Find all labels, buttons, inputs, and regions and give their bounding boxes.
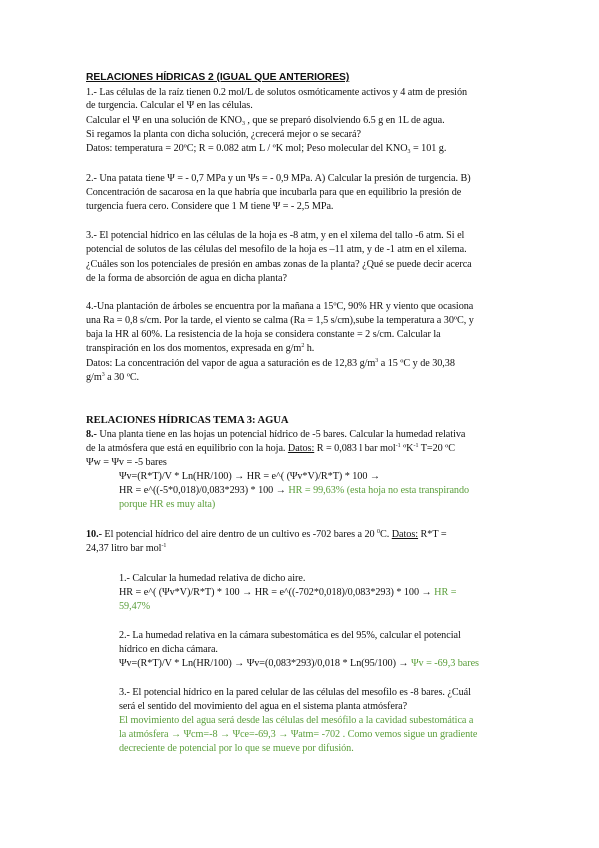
problem-1-line-3: Calcular el Ψ en una solución de $KNO_3$ , que se preparó disolviendo 6.5 g en 1L de agua.	[86, 115, 445, 127]
problem-10-q3-statement-2: será el sentido del movimiento del agua en el sistema planta atmósfera?	[119, 701, 408, 712]
problem-10-q3-answer-2: la atmósfera → Ψcm=-8 → Ψce=-69,3 → Ψatm= -702 . Como vemos sigue un gradiente	[119, 729, 478, 740]
problem-10-q1-formula: HR = e^( (Ψv*V)/R*T) * 100 → HR = e^((-702*0,018)/0,083*293) * 100 → HR =	[119, 587, 457, 598]
problem-4-line-3: baja la HR al 60%. La resistencia de la hoja se considera constante = 2 s/cm. Calcular la	[86, 329, 441, 340]
problem-4-line-2: una Ra = 0,8 s/cm. Por la tarde, el viento se calma (Ra = 1,5 s/cm),sube la temperatura a 30ºC, y	[86, 315, 474, 326]
problem-10-q3-statement-1: 3.- El potencial hídrico en la pared celular de las células del mesofilo es -8 bares. ¿Cuál	[119, 687, 471, 698]
problem-8-formula-1: Ψv=(R*T)/V * Ln(HR/100) → HR = e^( (Ψv*V)/R*T) * 100 →	[119, 471, 381, 482]
problem-1-data: Datos: temperatura = 20ºC; R = 0.082 atm L / ºK mol; Peso molecular del $KNO_3 = 101$ g.	[86, 143, 447, 155]
problem-2-line-2: Concentración de sacarosa en la que habría que incubarla para que en equilibrio la presión de	[86, 187, 462, 198]
problem-1-line-4: Si regamos la planta con dicha solución, ¿crecerá mejor o se secará?	[86, 129, 361, 140]
problem-10-line-2: 24,37 litro bar mol$^{-1}$	[86, 543, 167, 554]
problem-2-line-1: 2.- Una patata tiene Ψ = - 0,7 MPa y un Ψs = - 0,9 MPa. A) Calcular la presión de turgencia. B)	[86, 173, 471, 184]
problem-8-answer-cont: porque HR es muy alta)	[119, 499, 216, 510]
section-title-tema-3-agua: RELACIONES HÍDRICAS TEMA 3: AGUA	[86, 415, 289, 426]
problem-10-q3-answer-3: decreciente de potencial por lo que se mueve por difusión.	[119, 743, 354, 754]
problem-4-line-1: 4.-Una plantación de árboles se encuentra por la mañana a 15ºC, 90% HR y viento que ocasiona	[86, 301, 474, 312]
problem-3-line-1: 3.- El potencial hídrico en las células de la hoja es -8 atm, y en el xilema del tallo -6 atm. Si el	[86, 230, 465, 241]
problem-10-q1-statement: 1.- Calcular la humedad relativa de dicho aire.	[119, 573, 306, 584]
problem-4-data-line-1: Datos: La concentración del vapor de agua a saturación es de 12,83 $g/m^3$ a 15 ºC y de 30,38	[86, 358, 455, 369]
problem-8-equilibrium: Ψw = Ψv = -5 bares	[86, 457, 167, 468]
problem-1-line-2: de turgencia. Calcular el Ψ en las células.	[86, 100, 253, 111]
problem-8-line-2: de la atmósfera que está en equilibrio con la hoja. Datos: R = 0,083 l bar mol$^{-1}$ ºK$^{-1}$ T=20 ºC	[86, 443, 456, 454]
problem-3-line-4: de la forma de absorción de agua en dicha planta?	[86, 273, 287, 284]
problem-8-formula-2: HR = e^((-5*0,018)/0,083*293) * 100 → HR = 99,63% (esta hoja no esta transpirando	[119, 485, 470, 496]
problem-10-q2-statement-1: 2.- La humedad relativa en la cámara subestomática es del 95%, calcular el potencial	[119, 630, 461, 641]
problem-3-line-3: ¿Cuáles son los potenciales de presión en ambas zonas de la planta? ¿Qué se puede decir acerca	[86, 259, 472, 270]
section-title-relaciones-hidricas-2: RELACIONES HÍDRICAS 2 (IGUAL QUE ANTERIORES)	[86, 72, 350, 83]
problem-10-q1-answer: 59,47%	[119, 601, 151, 612]
problem-1-line-1: 1.- Las células de la raíz tienen 0.2 mol/L de solutos osmóticamente activos y 4 atm de presión	[86, 87, 468, 98]
problem-10-q2-statement-2: hídrico en dicha cámara.	[119, 644, 218, 655]
problem-2-line-3: turgencia fuera cero. Considere que 1 M tiene Ψ = - 2,5 MPa.	[86, 201, 334, 212]
problem-4-data-line-2: $g/m^3$ a 30 ºC.	[86, 372, 140, 383]
problem-8-line-1: 8.- Una planta tiene en las hojas un potencial hídrico de -5 bares. Calcular la humedad relativa	[86, 429, 466, 440]
problem-3-line-2: potencial de solutos de las células del mesofilo de la hoja es –11 atm, y de -1 atm en el xilema.	[86, 244, 467, 255]
problem-10-q3-answer-1: El movimiento del agua será desde las células del mesófilo a la cavidad subestomática a	[119, 715, 474, 726]
problem-10-q2-formula: Ψv=(R*T)/V * Ln(HR/100) → Ψv=(0,083*293)/0,018 * Ln(95/100) → Ψv = -69,3 bares	[119, 658, 479, 669]
problem-4-line-4: transpiración en los dos momentos, expresada en $g/m^2$ h.	[86, 343, 315, 354]
problem-10-line-1: 10.- El potencial hídrico del aire dentro de un cultivo es -702 bares a 20 $^0$C. Datos: R*T =	[86, 529, 447, 540]
